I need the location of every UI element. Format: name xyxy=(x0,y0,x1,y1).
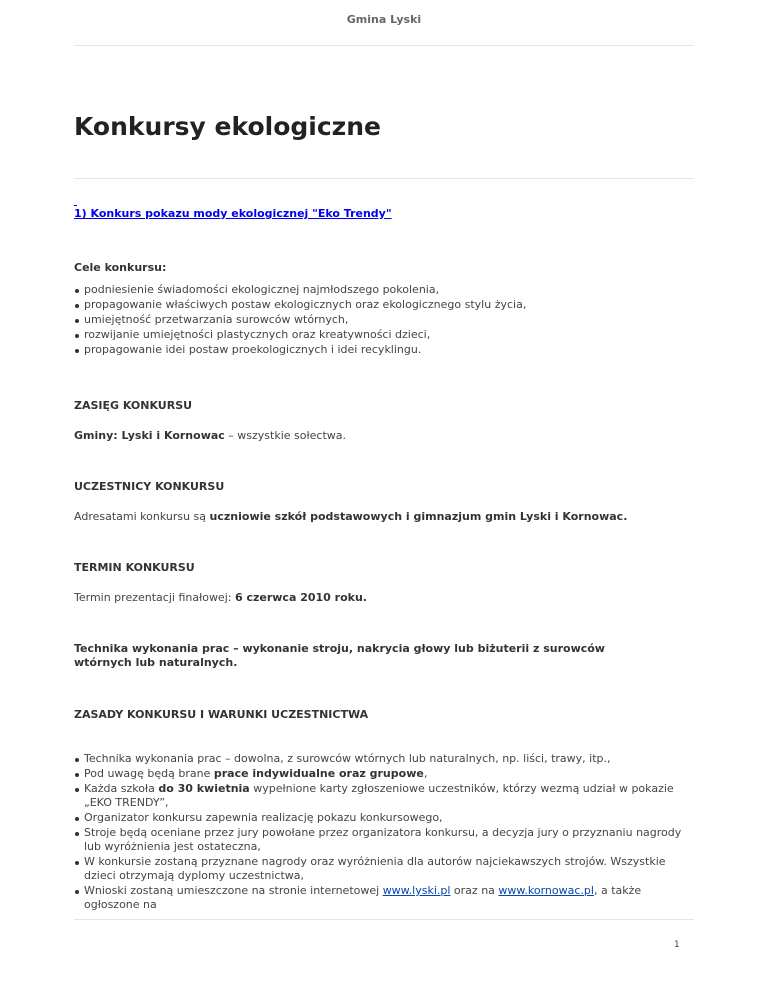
term-bold: 6 czerwca 2010 roku. xyxy=(234,591,367,604)
list-item xyxy=(84,782,684,810)
footer-divider xyxy=(74,919,694,920)
rule-bold: prace indywidualne oraz grupowe xyxy=(213,767,424,780)
page-title: Konkursy ekologiczne xyxy=(74,112,381,141)
contest-link[interactable]: 1) Konkurs pokazu mody ekologicznej "Eko Trendy" xyxy=(74,207,392,220)
list-item: Technika wykonania prac – dowolna, z surowców wtórnych lub naturalnych, np. liści, trawy, itp., xyxy=(84,752,684,766)
term-heading: TERMIN KONKURSU xyxy=(74,561,195,574)
rule-rest: , xyxy=(423,767,428,780)
header-divider xyxy=(74,45,694,46)
lyski-site-link[interactable]: www.lyski.pl xyxy=(382,884,451,897)
list-item: propagowanie właściwych postaw ekologicznych oraz ekologicznego stylu życia, xyxy=(84,298,694,312)
article-body xyxy=(74,196,694,913)
goals-list xyxy=(74,283,694,357)
list-item: Stroje będą oceniane przez jury powołane przez organizatora konkursu, a decyzja jury o przyznaniu nagrody lub wyróżnienia jest ostateczna, xyxy=(84,826,684,854)
rule-rest: , a także ogłoszone na xyxy=(84,884,642,911)
list-item: Organizator konkursu zapewnia realizację pokazu konkursowego, xyxy=(84,811,684,825)
rule-mid: oraz na xyxy=(450,884,499,897)
participants-heading: UCZESTNICY KONKURSU xyxy=(74,480,225,493)
participants-text xyxy=(74,510,694,524)
kornowac-site-link[interactable]: www.kornowac.pl xyxy=(498,884,594,897)
technique-text: Technika wykonania prac – wykonanie stroju, nakrycia głowy lub biżuterii z surowców wtórnych lub naturalnych. xyxy=(74,642,605,669)
scope-bold: Gminy: Lyski i Kornowac xyxy=(74,429,225,442)
anchor-link[interactable]: _ xyxy=(74,199,77,206)
scope-heading: ZASIĘG KONKURSU xyxy=(74,399,193,412)
rules-heading: ZASADY KONKURSU I WARUNKI UCZESTNICTWA xyxy=(74,708,369,721)
term-text xyxy=(74,591,694,605)
list-item: podniesienie świadomości ekologicznej najmłodszego pokolenia, xyxy=(84,283,694,297)
list-item xyxy=(84,884,684,912)
participants-bold: uczniowie szkół podstawowych i gimnazjum gmin Lyski i Kornowac. xyxy=(209,510,628,523)
rule-lead: Pod uwagę będą brane xyxy=(84,767,214,780)
page-number: 1 xyxy=(674,940,680,950)
rule-bold: do 30 kwietnia xyxy=(158,782,250,795)
rule-rest: wypełnione karty zgłoszeniowe uczestników, którzy wezmą udział w pokazie „EKO TRENDY”, xyxy=(84,782,674,809)
list-item: rozwijanie umiejętności plastycznych oraz kreatywności dzieci, xyxy=(84,328,694,342)
scope-rest: – wszystkie sołectwa. xyxy=(224,429,346,442)
site-header: Gmina Lyski xyxy=(346,13,422,26)
title-divider xyxy=(74,178,694,179)
rules-list xyxy=(74,752,684,912)
list-item: umiejętność przetwarzania surowców wtórnych, xyxy=(84,313,694,327)
scope-text xyxy=(74,429,694,443)
rule-lead: Wnioski zostaną umieszczone na stronie internetowej xyxy=(84,884,383,897)
list-item xyxy=(84,767,684,781)
goals-heading: Cele konkursu: xyxy=(74,261,167,274)
term-lead: Termin prezentacji finałowej: xyxy=(74,591,235,604)
list-item: propagowanie idei postaw proekologicznych i idei recyklingu. xyxy=(84,343,694,357)
participants-lead: Adresatami konkursu są xyxy=(74,510,210,523)
list-item: W konkursie zostaną przyznane nagrody oraz wyróżnienia dla autorów najciekawszych strojów. Wszystkie dzieci otrzymają dyplomy uczestnictwa, xyxy=(84,855,684,883)
rule-lead: Każda szkoła xyxy=(84,782,159,795)
